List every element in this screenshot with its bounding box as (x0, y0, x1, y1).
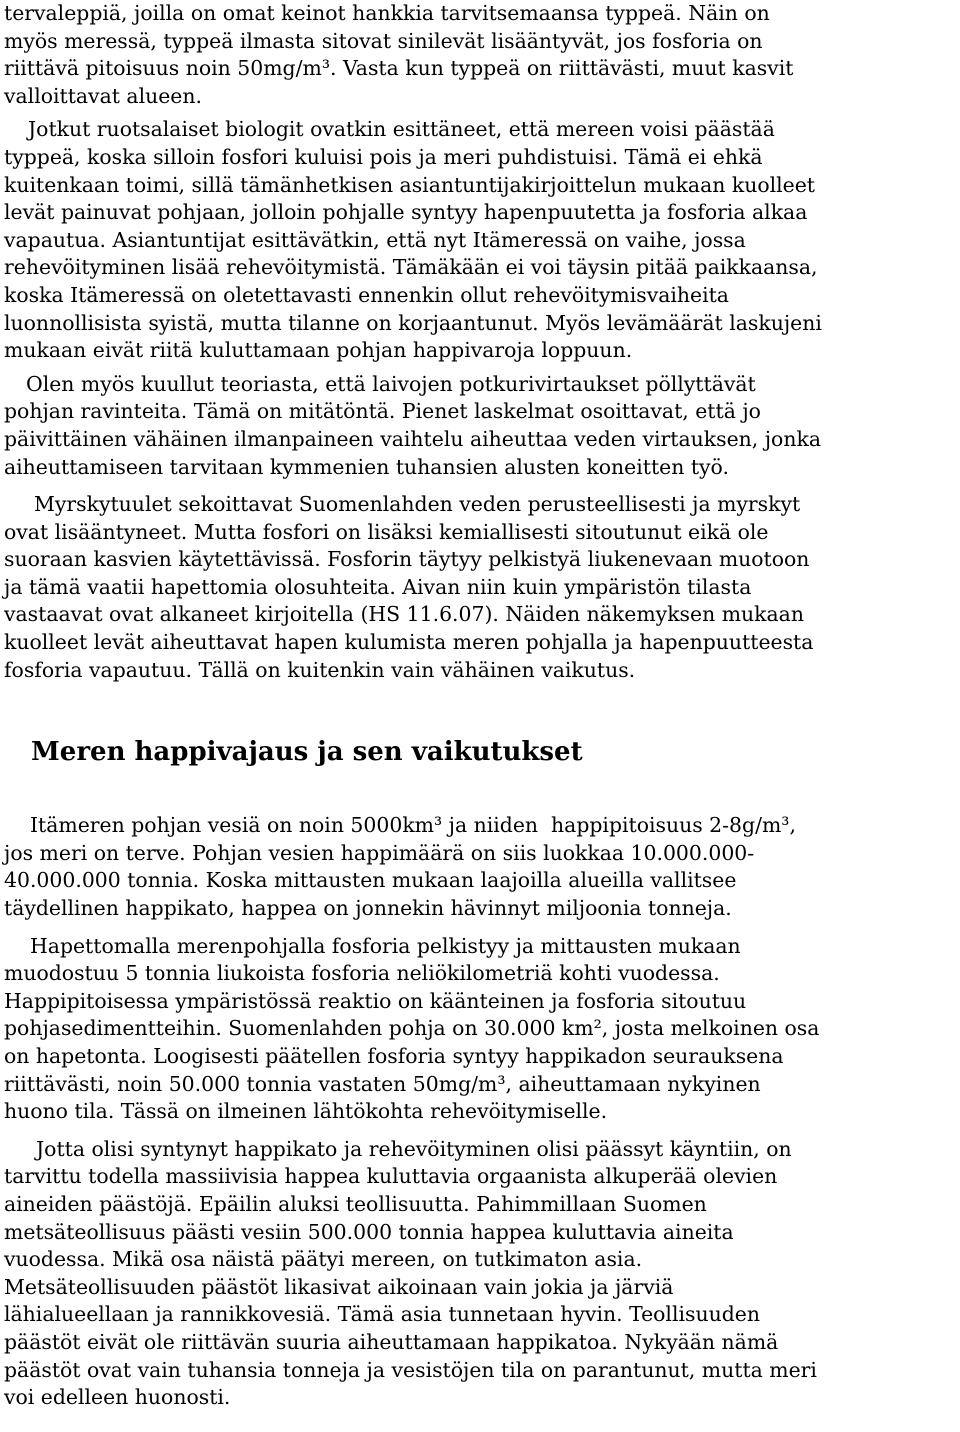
paragraph-2 (4, 116, 958, 364)
text-line: ovat lisääntyneet. Mutta fosfori on lisäksi kemiallisesti sitoutunut eikä ole (4, 519, 769, 544)
text-line: Itämeren pohjan vesiä on noin 5000km³ ja niiden happipitoisuus 2-8g/m³, (30, 813, 796, 838)
text-line: Jotkut ruotsalaiset biologit ovatkin esittäneet, että mereen voisi päästää (28, 117, 775, 142)
text-line: pohjasedimentteihin. Suomenlahden pohja on 30.000 km², josta melkoinen osa (4, 1016, 820, 1041)
text-line: Metsäteollisuuden päästöt likasivat aikoinaan vain jokia ja järviä (4, 1274, 674, 1299)
text-line: fosforia vapautuu. Tällä on kuitenkin vain vähäinen vaikutus. (4, 657, 636, 682)
text-line: aineiden päästöjä. Epäilin aluksi teollisuutta. Pahimmillaan Suomen (4, 1191, 707, 1216)
text-line: koska Itämeressä on oletettavasti ennenkin ollut rehevöitymisvaiheita (4, 282, 729, 307)
text-line: 40.000.000 tonnia. Koska mittausten mukaan laajoilla alueilla vallitsee (4, 868, 737, 893)
text-line: vastaavat ovat alkaneet kirjoitella (HS 11.6.07). Näiden näkemyksen mukaan (4, 602, 804, 627)
text-line: Myrskytuulet sekoittavat Suomenlahden veden perusteellisesti ja myrskyt (34, 492, 801, 517)
text-line: typpeä, koska silloin fosfori kuluisi pois ja meri puhdistuisi. Tämä ei ehkä (4, 144, 763, 169)
text-line: muodostuu 5 tonnia liukoista fosforia neliökilometriä kohti vuodessa. (4, 961, 720, 986)
text-line: metsäteollisuus päästi vesiin 500.000 tonnia happea kuluttavia aineita (4, 1219, 734, 1244)
paragraph-1 (4, 0, 958, 110)
text-line: huono tila. Tässä on ilmeinen lähtökohta rehevöitymiselle. (4, 1099, 608, 1124)
text-line: on hapetonta. Loogisesti päätellen fosforia syntyy happikadon seurauksena (4, 1044, 784, 1068)
text-line: luonnollisista syistä, mutta tilanne on korjaantunut. Myös levämäärät laskujeni (4, 310, 822, 335)
text-line: ja tämä vaatii hapettomia olosuhteita. Aivan niin kuin ympäristön tilasta (4, 574, 752, 599)
text-line: päästöt ovat vain tuhansia tonneja ja vesistöjen tila on parantunut, mutta meri (4, 1357, 817, 1382)
paragraph-7 (4, 1136, 958, 1412)
text-line: kuitenkaan toimi, sillä tämänhetkisen asiantuntijakirjoittelun mukaan kuolleet (4, 172, 815, 197)
text-line: tervaleppiä, joilla on omat keinot hankkia tarvitsemaansa typpeä. Näin on (4, 1, 770, 25)
text-line: Hapettomalla merenpohjalla fosforia pelkistyy ja mittausten mukaan (30, 933, 741, 958)
text-line: Olen myös kuullut teoriasta, että laivojen potkurivirtaukset pöllyttävät (26, 371, 756, 396)
document-page (4, 0, 958, 1412)
text-line: Happipitoisessa ympäristössä reaktio on käänteinen ja fosforia sitoutuu (4, 988, 747, 1013)
section-heading: Meren happivajaus ja sen vaikutukset (31, 737, 583, 768)
text-line: pohjan ravinteita. Tämä on mitätöntä. Pienet laskelmat osoittavat, että jo (4, 399, 761, 424)
text-line: suoraan kasvien käytettävissä. Fosforin täytyy pelkistyä liukenevaan muotoon (4, 547, 810, 572)
text-line: Jotta olisi syntynyt happikato ja rehevöityminen olisi päässyt käyntiin, on (36, 1136, 792, 1161)
text-line: jos meri on terve. Pohjan vesien happimäärä on siis luokkaa 10.000.000- (4, 840, 755, 865)
text-line: rehevöityminen lisää rehevöitymistä. Tämäkään ei voi täysin pitää paikkaansa, (4, 255, 818, 280)
text-line: vuodessa. Mikä osa näistä päätyi mereen, on tutkimaton asia. (4, 1247, 643, 1272)
text-line: päivittäinen vähäinen ilmanpaineen vaihtelu aiheuttaa veden virtauksen, jonka (4, 426, 821, 451)
text-line: tarvittu todella massiivisia happea kuluttavia orgaanista alkuperää olevien (4, 1164, 778, 1189)
text-line: riittävä pitoisuus noin 50mg/m³. Vasta kun typpeä on riittävästi, muut kasvit (4, 56, 794, 81)
paragraph-3 (4, 371, 958, 481)
paragraph-4 (4, 491, 958, 684)
text-line: valloittavat alueen. (4, 83, 202, 108)
text-line: myös meressä, typpeä ilmasta sitovat sinilevät lisääntyvät, jos fosforia on (4, 28, 763, 53)
text-line: päästöt eivät ole riittävän suuria aiheuttamaan happikatoa. Nykyään nämä (4, 1329, 779, 1354)
paragraph-6 (4, 933, 958, 1126)
text-line: täydellinen happikato, happea on jonnekin hävinnyt miljoonia tonneja. (4, 896, 732, 921)
text-line: vapautua. Asiantuntijat esittävätkin, että nyt Itämeressä on vaihe, jossa (4, 227, 746, 252)
paragraph-5 (4, 812, 958, 922)
text-line: levät painuvat pohjaan, jolloin pohjalle syntyy hapenpuutetta ja fosforia alkaa (4, 200, 808, 225)
text-line: riittävästi, noin 50.000 tonnia vastaten 50mg/m³, aiheuttamaan nykyinen (4, 1071, 761, 1096)
text-line: voi edelleen huonosti. (4, 1385, 231, 1410)
text-line: mukaan eivät riitä kuluttamaan pohjan happivaroja loppuun. (4, 338, 633, 363)
text-line: aiheuttamiseen tarvitaan kymmenien tuhansien alusten koneitten työ. (4, 454, 729, 479)
text-line: kuolleet levät aiheuttavat hapen kulumista meren pohjalla ja hapenpuutteesta (4, 630, 814, 655)
text-line: lähialueellaan ja rannikkovesiä. Tämä asia tunnetaan hyvin. Teollisuuden (4, 1302, 760, 1327)
